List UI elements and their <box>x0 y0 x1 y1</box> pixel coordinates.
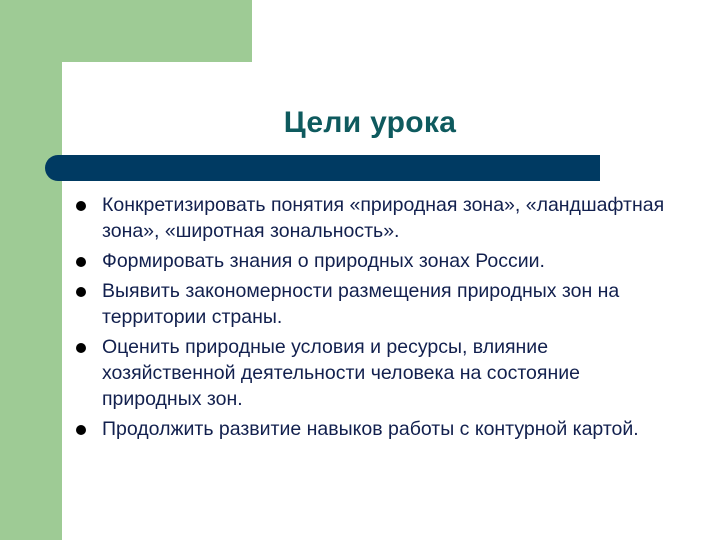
bullet-text: Продолжить развитие навыков работы с контурной картой. <box>102 418 639 440</box>
bullet-item <box>72 278 672 330</box>
bullet-list <box>72 192 672 446</box>
bullet-text: Оценить природные условия и ресурсы, влияние хозяйственной деятельности человека на состояние природных зон. <box>102 336 580 410</box>
title-underline-bar <box>45 155 600 181</box>
green-side-band <box>0 0 62 540</box>
bullet-text: Формировать знания о природных зонах России. <box>102 250 545 272</box>
bullet-item <box>72 192 672 244</box>
bullet-dot-icon <box>76 201 86 211</box>
bullet-dot-icon <box>76 343 86 353</box>
slide-title: Цели урока <box>283 106 457 139</box>
bullet-text: Выявить закономерности размещения природных зон на территории страны. <box>102 280 620 328</box>
bullet-item <box>72 334 672 412</box>
bullet-item <box>72 248 672 274</box>
bullet-item <box>72 416 672 442</box>
green-top-band <box>0 0 252 62</box>
bullet-dot-icon <box>76 287 86 297</box>
bullet-text: Конкретизировать понятия «природная зона», «ландшафтная зона», «широтная зональность». <box>102 194 665 242</box>
bullet-dot-icon <box>76 257 86 267</box>
bullet-dot-icon <box>76 425 86 435</box>
